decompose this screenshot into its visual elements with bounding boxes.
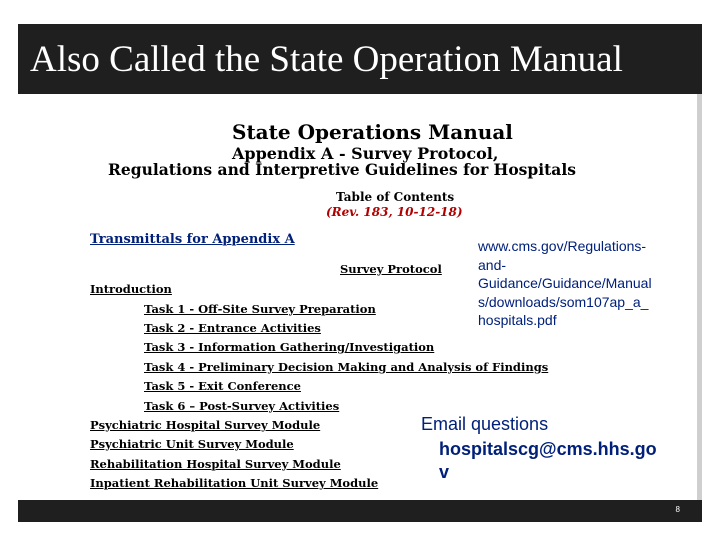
document-appendix: Appendix A - Survey Protocol, [232, 144, 499, 163]
slide-footer-bar [18, 500, 702, 522]
email-questions-label: Email questions [421, 414, 549, 434]
introduction-link[interactable]: Introduction [90, 282, 172, 296]
task-link[interactable]: Task 1 - Off-Site Survey Preparation [144, 302, 376, 316]
document-subtitle: Regulations and Interpretive Guidelines for Hospitals [108, 160, 576, 179]
module-link[interactable]: Rehabilitation Hospital Survey Module [90, 457, 341, 471]
module-link[interactable]: Psychiatric Hospital Survey Module [90, 418, 321, 432]
slide-title-bar [18, 24, 702, 94]
slide-title: Also Called the State Operation Manual [30, 39, 623, 80]
module-link[interactable]: Inpatient Rehabilitation Unit Survey Module [90, 476, 379, 490]
document-scroll-edge [697, 94, 702, 500]
task-link[interactable]: Task 3 - Information Gathering/Investigation [144, 340, 435, 354]
module-link[interactable]: Psychiatric Unit Survey Module [90, 437, 294, 451]
revision-label: (Rev. 183, 10-12-18) [326, 205, 463, 219]
email-address: hospitalscg@cms.hhs.go v [439, 439, 657, 482]
task-link[interactable]: Task 5 - Exit Conference [144, 379, 301, 393]
transmittals-link[interactable]: Transmittals for Appendix A [90, 232, 295, 247]
document-heading: State Operations Manual [232, 120, 513, 144]
page-number: 8 [675, 505, 680, 514]
toc-label: Table of Contents [336, 190, 455, 204]
task-link[interactable]: Task 2 - Entrance Activities [144, 321, 321, 335]
survey-protocol-link[interactable]: Survey Protocol [340, 262, 442, 276]
task-link[interactable]: Task 6 – Post-Survey Activities [144, 399, 340, 413]
manual-url-text: www.cms.gov/Regulations- and- Guidance/Guidance/Manual s/downloads/som107ap_a_ hospitals.pdf [478, 238, 652, 328]
task-link[interactable]: Task 4 - Preliminary Decision Making and Analysis of Findings [144, 360, 549, 374]
